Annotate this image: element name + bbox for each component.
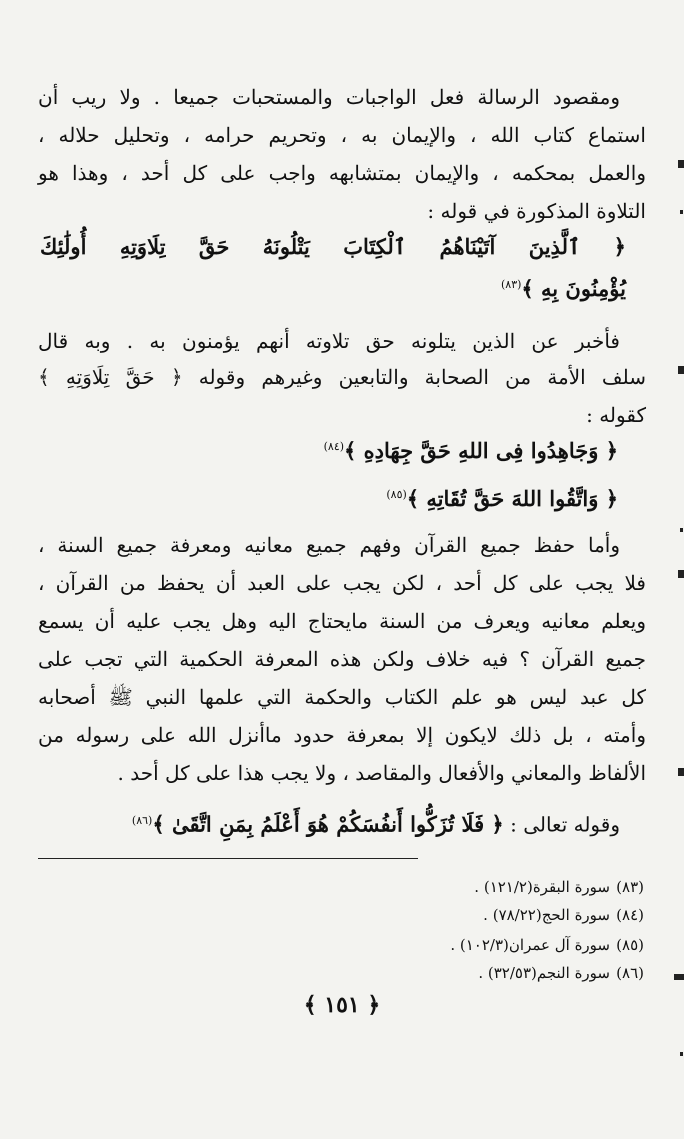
paragraph-2-line-1: فأخبر عن الذين يتلونه حق تلاوته أنهم يؤمنون به . وبه قال xyxy=(38,329,620,353)
scan-mark xyxy=(678,160,684,168)
footnote-ref-83: (٨٣) xyxy=(500,278,522,291)
verse-84 xyxy=(38,432,618,466)
footnote-86-text: سورة النجم(٣٢/٥٣) . xyxy=(478,964,610,982)
paragraph-3-line-3: ويعلم معانيه ويعرف من السنة مايحتاج اليه وهل يجب عليه أن يسمع xyxy=(38,609,646,633)
scan-mark xyxy=(680,528,683,532)
page-number: ﴿ ١٥١ ﴾ xyxy=(303,992,381,1018)
scan-mark xyxy=(674,974,684,980)
scan-mark xyxy=(680,210,683,214)
paragraph-4-lead: وقوله تعالى : xyxy=(510,812,620,837)
verse-83-line-2-text: يُؤْمِنُونَ بِهِ ﴾ xyxy=(521,276,626,301)
scan-mark xyxy=(678,768,684,776)
paragraph-1-line-1: ومقصود الرسالة فعل الواجبات والمستحبات جميعا . ولا ريب أن xyxy=(38,85,620,109)
paragraph-3-line-5: كل عبد ليس هو علم الكتاب والحكمة التي علمها النبي ﷺ أصحابه xyxy=(38,685,646,709)
footnote-83-text: سورة البقرة(١٢١/٢) . xyxy=(474,878,610,896)
footnote-83-number: (٨٣) xyxy=(616,878,644,896)
footnote-divider xyxy=(38,858,418,859)
scan-mark xyxy=(678,366,684,374)
paragraph-1-line-3: والعمل بمحكمه ، والإيمان بمتشابهه واجب على كل أحد ، وهذا هو xyxy=(38,161,646,185)
footnote-84-number: (٨٤) xyxy=(616,906,644,924)
paragraph-4 xyxy=(38,806,620,840)
footnote-ref-86: (٨٦) xyxy=(131,814,153,827)
paragraph-2-line-2: سلف الأمة من الصحابة والتابعين وغيرهم وقوله ﴿ حَقَّ تِلَاوَتِهِ ﴾ xyxy=(38,365,646,389)
footnote-ref-85: (٨٥) xyxy=(386,488,407,501)
paragraph-1-line-2: استماع كتاب الله ، والإيمان به ، وتحريم حرامه ، وتحليل حلاله ، xyxy=(38,123,646,147)
paragraph-3-line-7: الألفاظ والمعاني والأفعال والمقاصد ، ولا يجب هذا على كل أحد . xyxy=(117,761,646,785)
scan-mark xyxy=(680,1052,683,1056)
verse-83-line-1: ﴿ ٱلَّذِينَ آتَيْنَاهُمُ ٱلْكِتَابَ يَتْلُونَهُ حَقَّ تِلَاوَتِهِ أُولَٰئِكَ xyxy=(40,234,626,259)
footnote-86-number: (٨٦) xyxy=(616,964,644,982)
footnote-84-text: سورة الحج(٧٨/٢٢) . xyxy=(483,906,610,924)
verse-84-text: ﴿ وَجَاهِدُوا فِى اللهِ حَقَّ جِهَادِهِ ﴾ xyxy=(344,438,618,463)
paragraph-3-line-2: فلا يجب على كل أحد ، لكن يجب على العبد أن يحفظ من القرآن ، xyxy=(38,571,646,595)
paragraph-3-line-6: وأمته ، بل ذلك لايكون إلا بمعرفة حدود ماأنزل الله على رسوله من xyxy=(38,723,646,747)
footnote-85-text: سورة آل عمران(١٠٢/٣) . xyxy=(450,936,610,954)
paragraph-3-line-4: جميع القرآن ؟ فيه خلاف ولكن هذه المعرفة الحكمية التي تجب على xyxy=(38,647,646,671)
verse-83-line-2 xyxy=(38,270,626,304)
footnote-85 xyxy=(200,934,644,956)
footnote-85-number: (٨٥) xyxy=(616,936,644,954)
verse-85 xyxy=(38,480,618,514)
scan-mark xyxy=(678,570,684,578)
paragraph-2-line-3: كقوله : xyxy=(586,403,646,427)
footnote-83 xyxy=(200,876,644,898)
paragraph-1-line-4: التلاوة المذكورة في قوله : xyxy=(427,199,646,223)
footnote-ref-84: (٨٤) xyxy=(323,440,345,453)
footnote-86 xyxy=(200,962,644,984)
footnote-84 xyxy=(200,904,644,926)
paragraph-3-line-1: وأما حفظ جميع القرآن وفهم جميع معانيه ومعرفة جميع السنة ، xyxy=(38,533,620,557)
verse-86-text: ﴿ فَلَا تُزَكُّوا أَنفُسَكُمْ هُوَ أَعْلَمُ بِمَنِ اتَّقَىٰ ﴾ xyxy=(152,811,504,837)
verse-85-text: ﴿ وَاتَّقُوا اللهَ حَقَّ تُقَاتِهِ ﴾ xyxy=(406,486,618,511)
